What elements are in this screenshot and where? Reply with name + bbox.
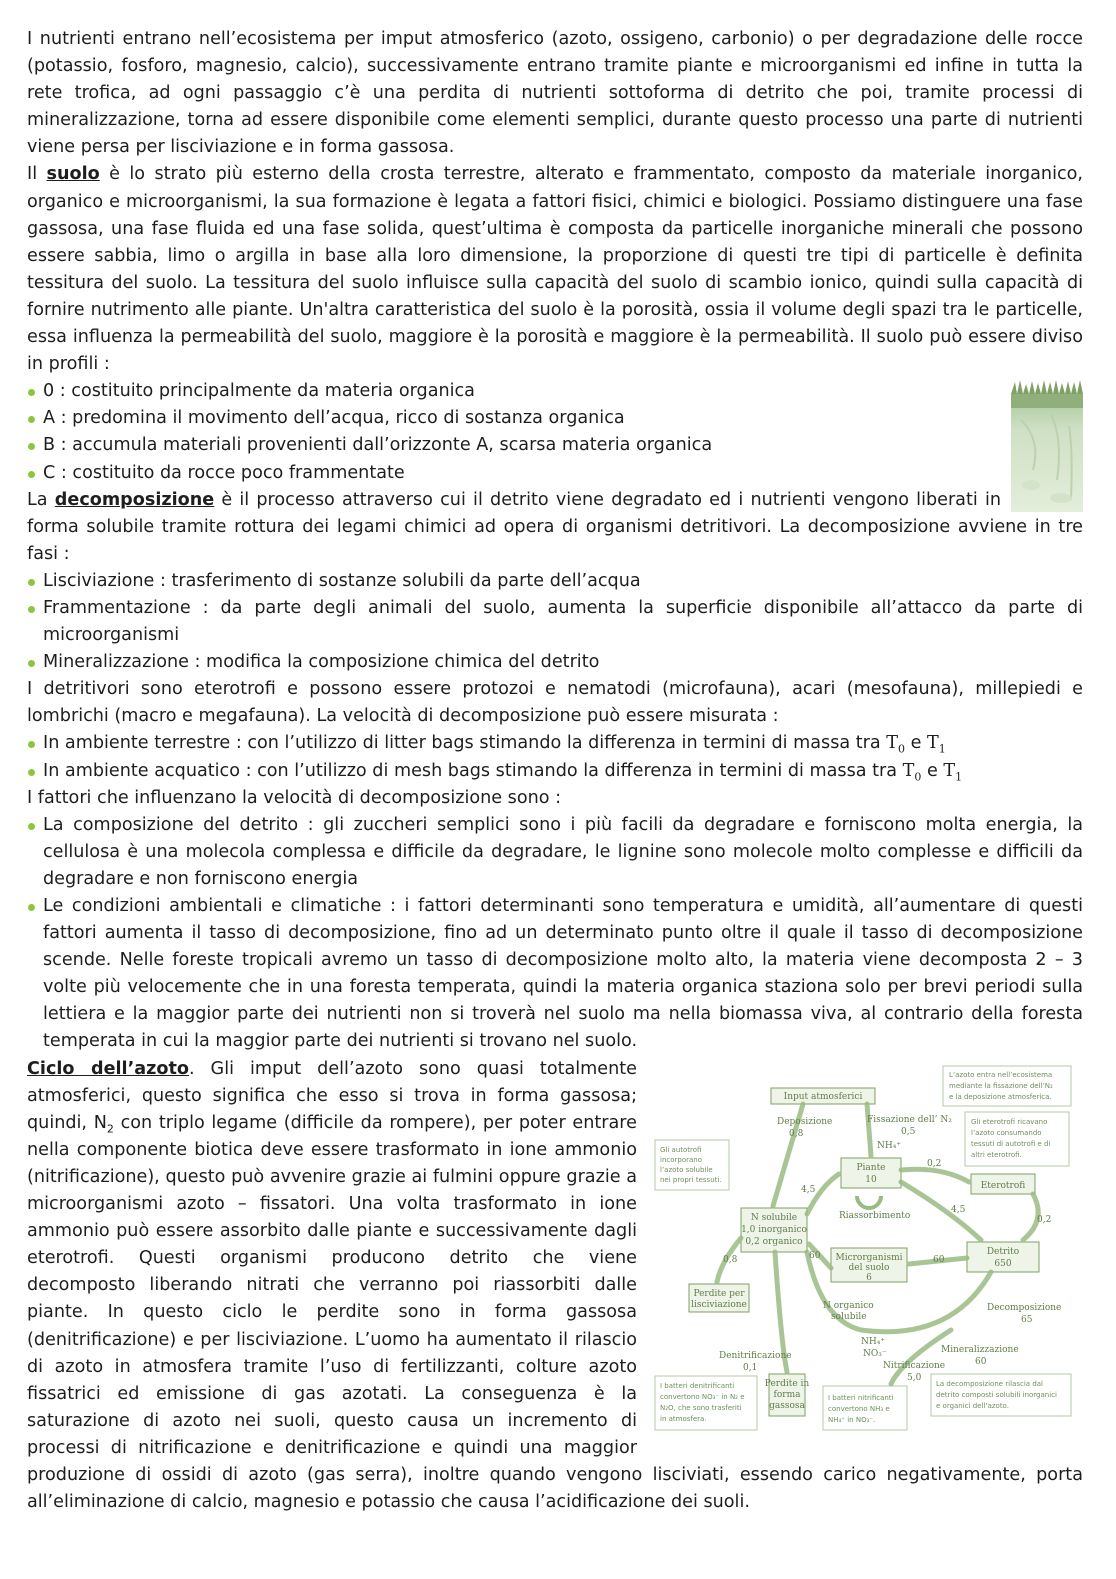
svg-text:I batteri nitrificanti: I batteri nitrificanti <box>828 1393 894 1402</box>
fig-perdite1: Perdite per <box>693 1288 745 1299</box>
fig-v08: 0,8 <box>723 1254 738 1265</box>
bullet-icon <box>28 823 35 830</box>
fig-decomp-val: 65 <box>1021 1314 1033 1325</box>
bullet-icon <box>28 389 35 396</box>
list-item: Mineralizzazione : modifica la composizione chimica del detrito <box>27 649 1083 676</box>
svg-text:detrito composti solubili inor: detrito composti solubili inorganici <box>936 1390 1057 1399</box>
fig-nh4: NH₄⁺ <box>877 1140 902 1151</box>
svg-text:N₂O, che sono trasferiti: N₂O, che sono trasferiti <box>660 1403 742 1412</box>
svg-text:incorporano: incorporano <box>660 1155 703 1164</box>
list-item: B : accumula materiali provenienti dall’orizzonte A, scarsa materia organica <box>27 432 1083 459</box>
fig-v02b: 0,2 <box>1037 1214 1052 1225</box>
fig-miner-val: 60 <box>975 1356 987 1367</box>
fig-micro1: Microrganismi <box>835 1252 903 1263</box>
svg-text:Gli autotrofi: Gli autotrofi <box>660 1145 702 1154</box>
fig-fissazione-val: 0,5 <box>901 1126 916 1137</box>
suolo-paragraph: Il suolo è lo strato più esterno della crosta terrestre, alterato e frammentato, composto da materiale inorganico, organico e microorganismi, la sua formazione è legata a fattori fisici, chimici e biologici. Possiamo distinguere una fase gassosa, una fase fluida ed una fase solida, quest’ultima è composta da particelle inorganiche minerali che possono essere sabbia, limo o argilla in base alla loro dimensione, la proporzione di questi tre tipi di particelle è definita tessitura del suolo. La tessitura del suolo influisce sulla capacità del suolo di scambio ionico, quindi sulla capacità di fornire nutrimento alle piante. Un'altra caratteristica del suolo è la porosità, ossia il volume degli spazi tra le particelle, essa influenza la permeabilità del suolo, maggiore è la porosità e maggiore è la permeabilità. Il suolo può essere diviso in profili : <box>27 164 1083 375</box>
fattori-list <box>27 812 1083 1056</box>
fig-norg1: N organico <box>823 1300 874 1311</box>
fig-nitrif-val: 5,0 <box>907 1372 922 1383</box>
svg-text:altri eterotrofi.: altri eterotrofi. <box>971 1150 1022 1159</box>
profili-list <box>27 378 1083 486</box>
fig-nsol2: 1,0 inorganico <box>741 1224 807 1235</box>
decomposizione-paragraph: La decomposizione è il processo attraverso cui il detrito viene degradato ed i nutrienti vengono liberati in forma solubile tramite rottura dei legami chimici ad opera di organismi detritivori. La decomposizione avviene in tre fasi : <box>27 489 1083 564</box>
fig-input: Input atmosferici <box>783 1091 863 1102</box>
fasi-list <box>27 568 1083 676</box>
svg-text:convertono NO₃⁻ in N₂ e: convertono NO₃⁻ in N₂ e <box>660 1392 745 1401</box>
svg-text:La decomposizione rilascia dal: La decomposizione rilascia dal <box>936 1379 1043 1388</box>
fig-piante-val: 10 <box>865 1174 877 1185</box>
list-item: 0 : costituito principalmente da materia organica <box>27 378 1083 405</box>
bullet-icon <box>28 904 35 911</box>
fig-eterotrofi: Eterotrofi <box>980 1180 1026 1191</box>
fig-perdite-gas1: Perdite in <box>764 1378 810 1389</box>
fig-v45b: 4,5 <box>951 1204 966 1215</box>
fig-micro-val: 6 <box>866 1272 872 1283</box>
fig-nsol3: 0,2 organico <box>745 1236 803 1247</box>
fig-v45a: 4,5 <box>801 1184 816 1195</box>
svg-text:mediante la fissazione dell’N₂: mediante la fissazione dell’N₂ <box>949 1081 1053 1090</box>
list-item: La composizione del detrito : gli zuccheri semplici sono i più facili da degradare e forniscono molta energia, la cellulosa è una molecola complessa e difficile da degradare, le lignine sono molecole molto complesse e difficili da degradare e non forniscono energia <box>27 812 1083 893</box>
fig-piante: Piante <box>856 1162 886 1173</box>
fig-fissazione: Fissazione dell’ N₂ <box>867 1114 952 1125</box>
svg-text:L’azoto entra nell’ecosistema: L’azoto entra nell’ecosistema <box>949 1070 1053 1079</box>
detritivori-paragraph: I detritivori sono eterotrofi e possono essere protozoi e nematodi (microfauna), acari (mesofauna), millepiedi e lombrichi (macro e megafauna). La velocità di decomposizione può essere misurata : <box>27 679 1083 727</box>
list-item: In ambiente acquatico : con l’utilizzo di mesh bags stimando la differenza in termini di massa tra $T_0$ e $T_1$ <box>27 758 1083 785</box>
list-item: Le condizioni ambientali e climatiche : i fattori determinanti sono temperatura e umidità, all’aumentare di questi fattori aumenta il tasso di decomposizione, fino ad un determinato punto oltre il quale il tasso di decomposizione scende. Nelle foreste tropicali avremo un tasso di decomposizione molto alto, la materia viene decomposta 2 – 3 volte più velocemente che in una foresta temperata, quindi la materia organica staziona solo per brevi periodi sulla lettiera e la maggior parte dei nutrienti non si troverà nel suolo ma nella biomassa viva, al contrario della foresta temperata in cui la maggior parte dei nutrienti si trovano nel suolo. <box>27 893 1083 1056</box>
nitrogen-cycle-figure <box>651 1062 1083 1436</box>
fattori-paragraph: I fattori che influenzano la velocità di decomposizione sono : <box>27 787 562 808</box>
list-item: Frammentazione : da parte degli animali del suolo, aumenta la superficie disponibile all’attacco da parte di microorganismi <box>27 595 1083 649</box>
fig-riassorbimento: Riassorbimento <box>839 1210 911 1221</box>
svg-text:l’azoto solubile: l’azoto solubile <box>660 1165 713 1174</box>
fig-v02a: 0,2 <box>927 1158 942 1169</box>
svg-text:in atmosfera.: in atmosfera. <box>660 1414 707 1423</box>
fig-decomp: Decomposizione <box>987 1302 1062 1313</box>
fig-micro2: del suolo <box>848 1262 890 1273</box>
azoto-keyword: Ciclo dell’azoto <box>27 1058 189 1079</box>
bullet-icon <box>28 741 35 748</box>
list-item: A : predomina il movimento dell’acqua, ricco di sostanza organica <box>27 405 1083 432</box>
fig-detrito-val: 650 <box>994 1258 1012 1269</box>
bullet-icon <box>28 471 35 478</box>
fig-miner: Mineralizzazione <box>941 1344 1019 1355</box>
svg-text:NH₄⁺ in NO₃⁻.: NH₄⁺ in NO₃⁻. <box>828 1415 876 1424</box>
svg-text:Gli eterotrofi ricavano: Gli eterotrofi ricavano <box>971 1117 1048 1126</box>
list-item: C : costituito da rocce poco frammentate <box>27 460 1083 487</box>
document-page <box>27 26 1083 1516</box>
list-item: Lisciviazione : trasferimento di sostanze solubili da parte dell’acqua <box>27 568 1083 595</box>
fig-deposizione-val: 0,8 <box>789 1128 804 1139</box>
suolo-section <box>27 161 1083 486</box>
fig-nh4b: NH₄⁺ <box>861 1336 886 1347</box>
bullet-icon <box>28 416 35 423</box>
fig-deposizione: Deposizione <box>777 1116 833 1127</box>
svg-text:e la deposizione atmosferica.: e la deposizione atmosferica. <box>949 1092 1052 1101</box>
list-item: In ambiente terrestre : con l’utilizzo di litter bags stimando la differenza in termini di massa tra $T_0$ e $T_1$ <box>27 730 1083 757</box>
fig-nsol1: N solubile <box>750 1212 798 1223</box>
decomposizione-keyword: decomposizione <box>54 489 215 510</box>
fig-perdite2: lisciviazione <box>691 1299 747 1310</box>
fig-perdite-gas3: gassosa <box>769 1400 805 1411</box>
svg-text:I batteri denitrificanti: I batteri denitrificanti <box>660 1381 735 1390</box>
svg-text:l’azoto consumando: l’azoto consumando <box>971 1128 1042 1137</box>
fig-v60b: 60 <box>933 1254 945 1265</box>
fig-v60a: 60 <box>809 1250 821 1261</box>
bullet-icon <box>28 606 35 613</box>
bullet-icon <box>28 660 35 667</box>
fig-no3: NO₃⁻ <box>863 1348 887 1359</box>
fig-nitrif: Nitrificazione <box>883 1360 946 1371</box>
bullet-icon <box>28 769 35 776</box>
fig-denitr: Denitrificazione <box>719 1350 792 1361</box>
svg-text:nei propri tessuti.: nei propri tessuti. <box>660 1175 722 1184</box>
fig-norg2: solubile <box>831 1311 867 1322</box>
fig-denitr-val: 0,1 <box>743 1362 758 1373</box>
svg-text:tessuti di autotrofi e di: tessuti di autotrofi e di <box>971 1139 1051 1148</box>
suolo-keyword: suolo <box>46 164 100 185</box>
fig-perdite-gas2: forma <box>773 1389 801 1400</box>
misure-list <box>27 730 1083 784</box>
bullet-icon <box>28 443 35 450</box>
intro-paragraph: I nutrienti entrano nell’ecosistema per imput atmosferico (azoto, ossigeno, carbonio) o per degradazione delle rocce (potassio, fosforo, magnesio, calcio), successivamente entrano tramite piante e microorganismi ed infine in tutta la rete trofica, ad ogni passaggio c’è una perdita di nutrienti sottoforma di detrito che poi, tramite processi di mineralizzazione, torna ad essere disponibile come elementi semplici, durante questo processo una parte di nutrienti viene persa per lisciviazione e in forma gassosa. <box>27 29 1083 158</box>
svg-text:convertono NH₃ e: convertono NH₃ e <box>828 1404 890 1413</box>
azoto-paragraph: Ciclo dell’azoto. Gli imput dell’azoto sono quasi totalmente atmosferici, questo significa che esso si trova in forma gassosa; quindi, $N_2$ con triplo legame (difficile da rompere), per poter entrare nella componente biotica deve essere trasformato in ione ammonio (nitrificazione), questo può avvenire grazie ai fulmini oppure grazie a microorganismi azoto – fissatori. Una volta trasformato in ione ammonio può essere assorbito dalle piante e successivamente dagli eterotrofi. Questi organismi producono detrito che viene decomposto liberando nitrati che verranno poi riassorbiti dalle piante. In questo ciclo le perdite sono in forma gassosa (denitrificazione) e per lisciviazione. L’uomo ha aumentato il rilascio di azoto in atmosfera tramite l’uso di fertilizzanti, colture azoto fissatrici ed emissione di gas azotati. La conseguenza è la saturazione di azoto nei suoli, questo causa un incremento di processi di nitrificazione e denitrificazione e quindi una maggior produzione di ossidi di azoto (gas serra), inoltre quando vengono lisciviati, essendo carico negativamente, porta all’eliminazione di calcio, magnesio e potassio che causa l’acidificazione dei suoli. <box>27 1058 1083 1513</box>
svg-text:e organici dell’azoto.: e organici dell’azoto. <box>936 1401 1009 1410</box>
bullet-icon <box>28 579 35 586</box>
fig-detrito: Detrito <box>986 1246 1020 1257</box>
azoto-section <box>27 1056 1083 1517</box>
